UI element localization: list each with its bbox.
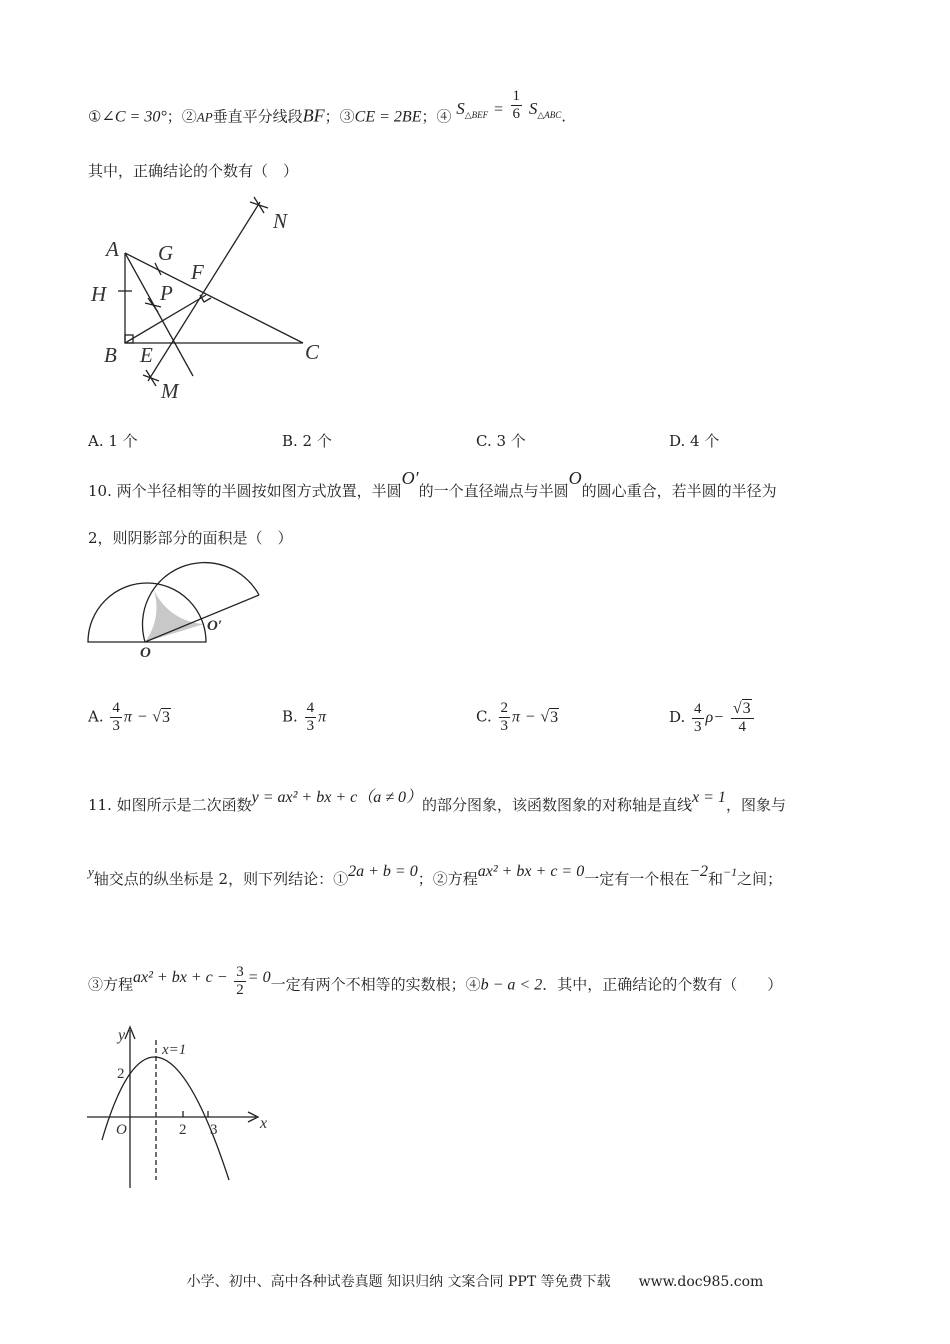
q10-d-den: 3 bbox=[694, 718, 702, 735]
c2-math2: BF bbox=[302, 105, 325, 126]
q11-l3-text1: ③方程 bbox=[88, 975, 134, 994]
q10-c-label: C. bbox=[476, 707, 492, 726]
c4-num: 1 bbox=[512, 88, 521, 104]
q11-part3: ，图象与 bbox=[725, 796, 786, 814]
c4-den: 6 bbox=[512, 106, 521, 122]
q10-c-pi: π bbox=[512, 708, 521, 726]
q10-d-num: 4 bbox=[694, 700, 702, 717]
q9-option-d[interactable]: D. 4 个 bbox=[669, 432, 720, 450]
q10-part1: 10. 两个半径相等的半圆按如图方式放置，半圆 bbox=[88, 482, 402, 500]
axis-x-label: x bbox=[260, 1115, 268, 1132]
q11-l2-text4: 和 bbox=[708, 870, 724, 888]
label-A: A bbox=[106, 237, 119, 261]
q10-b-den: 3 bbox=[306, 718, 315, 734]
q9-figure bbox=[88, 195, 338, 405]
q11-l2-m4: −1 bbox=[723, 865, 738, 879]
label-o: O bbox=[140, 645, 151, 661]
q10-a-rad: 3 bbox=[162, 708, 171, 726]
q11-l2-text3: 一定有一个根在 bbox=[584, 870, 690, 888]
q10-d-rad: 3 bbox=[742, 700, 751, 717]
tick-2-label: 2 bbox=[179, 1122, 187, 1138]
label-G: G bbox=[158, 241, 174, 265]
sep3: ；④ bbox=[421, 107, 452, 126]
c4-frac bbox=[511, 88, 523, 123]
q10-a-num: 4 bbox=[112, 700, 120, 716]
label-M: M bbox=[161, 379, 179, 403]
q10-d-frac2 bbox=[731, 700, 754, 736]
q11-l2-y: y bbox=[88, 864, 94, 879]
c3-math: CE = 2BE bbox=[354, 108, 422, 126]
q10-option-c[interactable] bbox=[476, 700, 559, 735]
y-intercept-label: 2 bbox=[117, 1066, 125, 1082]
label-C: C bbox=[305, 340, 320, 364]
q11-l3-den: 2 bbox=[236, 982, 244, 998]
label-E: E bbox=[140, 343, 153, 367]
q10-c-den: 3 bbox=[500, 718, 508, 734]
axis-of-symmetry-label: x=1 bbox=[162, 1042, 187, 1058]
q10-c-frac bbox=[499, 700, 511, 735]
page-footer: 小学、初中、高中各种试卷真题 知识归纳 文案合同 PPT 等免费下载 www.doc985.com bbox=[186, 1274, 764, 1290]
q11-l3-frac bbox=[234, 964, 246, 999]
q10-d-rho: ρ bbox=[705, 709, 714, 726]
q10-a-den: 3 bbox=[112, 718, 120, 734]
axis-y-label: y bbox=[118, 1027, 126, 1044]
q10-math-o-prime: O′ bbox=[401, 468, 419, 488]
c1-math: ∠C = 30° bbox=[101, 108, 167, 126]
tick-3-label: 3 bbox=[210, 1122, 218, 1138]
q10-option-a[interactable] bbox=[88, 700, 171, 735]
q10-c-sqrt: √3 bbox=[540, 708, 559, 726]
q10-d-den2: 4 bbox=[738, 719, 746, 735]
c2-math: AP bbox=[196, 109, 213, 125]
q11-l3-num: 3 bbox=[236, 964, 244, 980]
q9-option-a[interactable]: A. 1 个 bbox=[88, 432, 138, 450]
q10-a-minus: − bbox=[136, 708, 148, 726]
c4-eq: = bbox=[492, 100, 504, 118]
q10-part2: 的一个直径端点与半圆 bbox=[418, 482, 569, 500]
sep1: ；② bbox=[166, 107, 197, 126]
q10-line2: 2，则阴影部分的面积是（ ） bbox=[88, 529, 293, 547]
q10-b-label: B. bbox=[282, 707, 298, 726]
q11-l3-text3: ．其中，正确结论的个数有（ ） bbox=[542, 975, 783, 994]
q11-l3-m2: = 0 bbox=[247, 968, 271, 986]
q10-c-minus: − bbox=[524, 708, 536, 726]
c4-end: . bbox=[561, 107, 567, 126]
label-B: B bbox=[104, 343, 117, 367]
q11-l3-m3: b − a < 2 bbox=[480, 976, 543, 994]
q10-c-num: 2 bbox=[500, 700, 508, 716]
label-F: F bbox=[191, 260, 204, 284]
q9-question: 其中，正确结论的个数有（ ） bbox=[88, 162, 299, 180]
q11-graph bbox=[84, 1020, 284, 1200]
q11-func: y = ax² + bx + c（a ≠ 0） bbox=[251, 789, 423, 806]
q11-line1 bbox=[88, 789, 786, 816]
q10-option-d[interactable] bbox=[669, 700, 756, 736]
q11-l2-m2: ax² + bx + c = 0 bbox=[477, 863, 585, 880]
q11-line3 bbox=[88, 964, 783, 1003]
label-P: P bbox=[160, 281, 173, 305]
q10-math-o: O bbox=[568, 468, 582, 488]
q10-b-num: 4 bbox=[306, 700, 315, 716]
origin-label: O bbox=[116, 1122, 127, 1138]
c2-text: 垂直平分线段 bbox=[212, 107, 303, 126]
q10-d-num2: √3 bbox=[731, 700, 754, 719]
q9-option-b[interactable]: B. 2 个 bbox=[282, 432, 332, 450]
q11-l2-m3: −2 bbox=[689, 863, 709, 880]
q11-part1: 11. 如图所示是二次函数 bbox=[88, 796, 252, 814]
q10-part3: 的圆心重合，若半圆的半径为 bbox=[581, 482, 777, 500]
q10-option-b[interactable] bbox=[282, 700, 326, 735]
q10-d-minus: − bbox=[713, 709, 725, 726]
c4-sub1: △BEF bbox=[464, 109, 489, 120]
q11-l2-m1: 2a + b = 0 bbox=[348, 863, 418, 880]
label-o-prime: O′ bbox=[207, 618, 223, 634]
q11-l2-text2: ；②方程 bbox=[417, 870, 478, 888]
q10-a-label: A. bbox=[88, 707, 104, 726]
c4-S1: S bbox=[456, 98, 465, 118]
c4-S2: S bbox=[528, 98, 538, 118]
q10-line1 bbox=[88, 468, 777, 501]
q10-c-rad: 3 bbox=[550, 708, 559, 726]
c4-sub2: △ABC bbox=[537, 109, 562, 120]
q10-figure bbox=[80, 553, 270, 663]
q10-d-label: D. bbox=[669, 708, 686, 726]
q10-a-pi: π bbox=[123, 708, 132, 726]
q10-a-sqrt: √3 bbox=[152, 708, 171, 726]
q9-conclusions bbox=[88, 88, 567, 135]
label-H: H bbox=[91, 282, 107, 306]
q11-l2-text5: 之间； bbox=[737, 870, 783, 888]
q10-b-frac bbox=[305, 700, 317, 735]
q10-d-frac bbox=[692, 701, 704, 736]
q11-l2-text1: 轴交点的纵坐标是 2，则下列结论：① bbox=[93, 870, 349, 888]
c1-prefix: ① bbox=[88, 107, 102, 126]
q11-l3-m1: ax² + bx + c − bbox=[133, 968, 228, 986]
label-N: N bbox=[273, 209, 288, 233]
sep2: ；③ bbox=[324, 107, 355, 126]
q10-b-pi: π bbox=[318, 708, 327, 726]
q9-option-c[interactable]: C. 3 个 bbox=[476, 432, 526, 450]
q11-axis: x = 1 bbox=[692, 789, 726, 806]
q10-a-frac bbox=[110, 700, 122, 735]
q11-part2: 的部分图象，该函数图象的对称轴是直线 bbox=[422, 796, 693, 814]
q11-l3-text2: 一定有两个不相等的实数根；④ bbox=[270, 975, 481, 994]
q11-line2 bbox=[88, 863, 783, 890]
